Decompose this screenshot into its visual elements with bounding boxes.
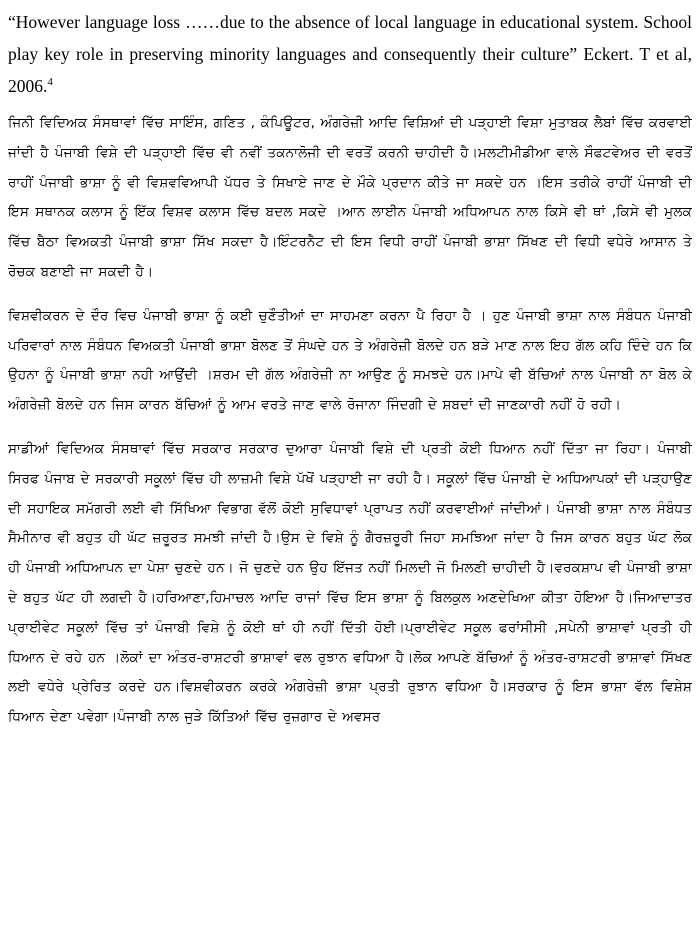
english-quote xyxy=(8,6,692,102)
quote-text: “However language loss ……due to the absence of local language in educational system. School play key role in preserving minority languages and consequently their culture” Eckert. T et al, 2006. xyxy=(8,12,692,96)
document-page xyxy=(8,6,692,942)
footnote-marker: 4 xyxy=(47,76,53,89)
paragraph-technology: ਜਿਨੀ ਵਿਦਿਅਕ ਸੰਸਥਾਵਾਂ ਵਿੱਚ ਸਾਇੰਸ, ਗਣਿਤ , ਕੰਪਿਊਟਰ, ਅੰਗਰੇਜ਼ੀ ਆਦਿ ਵਿਸ਼ਿਆਂ ਦੀ ਪੜ੍ਹਾਈ ਵਿਸ਼ਾ ਮੁਤਾਬਕ ਲੈਬਾਂ ਵਿੱਚ ਕਰਵਾਈ ਜਾਂਦੀ ਹੈ ਪੰਜਾਬੀ ਵਿਸ਼ੇ ਦੀ ਪੜ੍ਹਾਈ ਵਿੱਚ ਵੀ ਨਵੀਂ ਤਕਨਾਲੋਜੀ ਦੀ ਵਰਤੋਂ ਕਰਨੀ ਚਾਹੀਦੀ ਹੈ।ਮਲਟੀਮੀਡੀਆ ਵਾਲੇ ਸੌਫਟਵੇਅਰ ਦੀ ਵਰਤੋਂ ਰਾਹੀਂ ਪੰਜਾਬੀ ਭਾਸ਼ਾ ਨੂੰ ਵੀ ਵਿਸ਼ਵਵਿਆਪੀ ਪੱਧਰ ਤੇ ਸਿਖਾਏ ਜਾਣ ਦੇ ਮੌਕੇ ਪ੍ਰਦਾਨ ਕੀਤੇ ਜਾ ਸਕਦੇ ਹਨ ।ਇਸ ਤਰੀਕੇ ਰਾਹੀਂ ਪੰਜਾਬੀ ਦੀ ਇਸ ਸਥਾਨਕ ਕਲਾਸ ਨੂੰ ਇੱਕ ਵਿਸ਼ਵ ਕਲਾਸ ਵਿੱਚ ਬਦਲ ਸਕਦੇ ।ਆਨ ਲਾਈਨ ਪੰਜਾਬੀ ਅਧਿਆਪਨ ਨਾਲ ਕਿਸੇ ਵੀ ਥਾਂ ,ਕਿਸੇ ਵੀ ਮੁਲਕ ਵਿੱਚ ਬੈਠਾ ਵਿਅਕਤੀ ਪੰਜਾਬੀ ਭਾਸ਼ਾ ਸਿੱਖ ਸਕਦਾ ਹੈ।ਇੰਟਰਨੈਟ ਦੀ ਇਸ ਵਿਧੀ ਰਾਹੀਂ ਪੰਜਾਬੀ ਭਾਸ਼ਾ ਸਿੱਖਣ ਦੀ ਵਿਧੀ ਵਧੇਰੇ ਆਸਾਨ ਤੇ ਰੋਚਕ ਬਣਾਈ ਜਾ ਸਕਦੀ ਹੈ। xyxy=(8,115,692,280)
paragraph-education: ਸਾਡੀਆਂ ਵਿਦਿਅਕ ਸੰਸਥਾਵਾਂ ਵਿੱਚ ਸਰਕਾਰ ਸਰਕਾਰ ਦੁਆਰਾ ਪੰਜਾਬੀ ਵਿਸ਼ੇ ਦੀ ਪ੍ਰਤੀ ਕੋਈ ਧਿਆਨ ਨਹੀਂ ਦਿੱਤਾ ਜਾ ਰਿਹਾ। ਪੰਜਾਬੀ ਸਿਰਫ ਪੰਜਾਬ ਦੇ ਸਰਕਾਰੀ ਸਕੂਲਾਂ ਵਿੱਚ ਹੀ ਲਾਜ਼ਮੀ ਵਿਸ਼ੇ ਪੱਖੋਂ ਪੜ੍ਹਾਈ ਜਾ ਰਹੀ ਹੈ। ਸਕੂਲਾਂ ਵਿੱਚ ਪੰਜਾਬੀ ਦੇ ਅਧਿਆਪਕਾਂ ਦੀ ਪੜ੍ਹਾਉਣ ਦੀ ਸਹਾਇਕ ਸਮੱਗਰੀ ਲਈ ਵੀ ਸਿੱਖਿਆ ਵਿਭਾਗ ਵੱਲੋਂ ਕੋਈ ਸੁਵਿਧਾਵਾਂ ਪ੍ਰਾਪਤ ਨਹੀਂ ਕਰਵਾਈਆਂ ਜਾਂਦੀਆਂ। ਪੰਜਾਬੀ ਭਾਸ਼ਾ ਨਾਲ ਸੰਬੰਧਤ ਸੈਮੀਨਾਰ ਵੀ ਬਹੁਤ ਹੀ ਘੱਟ ਜ਼ਰੂਰਤ ਸਮਝੀ ਜਾਂਦੀ ਹੈ।ਉਸ ਦੇ ਵਿਸ਼ੇ ਨੂੰ ਗੈਰਜ਼ਰੂਰੀ ਜਿਹਾ ਸਮਝਿਆ ਜਾਂਦਾ ਹੈ ਜਿਸ ਕਾਰਨ ਬਹੁਤ ਘੱਟ ਲੋਕ ਹੀ ਪੰਜਾਬੀ ਅਧਿਆਪਨ ਦਾ ਪੇਸ਼ਾ ਚੁਣਦੇ ਹਨ। ਜੋ ਚੁਣਦੇ ਹਨ ਉਹ ਇੱਜਤ ਨਹੀਂ ਮਿਲਦੀ ਜੋ ਮਿਲਣੀ ਚਾਹੀਦੀ ਹੈ।ਵਰਕਸ਼ਾਪ ਵੀ ਪੰਜਾਬੀ ਭਾਸ਼ਾ ਦੇ ਬਹੁਤ ਘੱਟ ਹੀ ਲਗਦੀ ਹੈ।ਹਰਿਆਣਾ,ਹਿਮਾਚਲ ਆਦਿ ਰਾਜਾਂ ਵਿੱਚ ਇਸ ਭਾਸ਼ਾ ਨੂੰ ਬਿਲਕੁਲ ਅਣਦੇਖਿਆ ਕੀਤਾ ਹੋਇਆ ਹੈ।ਜਿਆਦਾਤਰ ਪ੍ਰਾਈਵੇਟ ਸਕੂਲਾਂ ਵਿੱਚ ਤਾਂ ਪੰਜਾਬੀ ਵਿਸ਼ੇ ਨੂੰ ਕੋਈ ਥਾਂ ਹੀ ਨਹੀਂ ਦਿੱਤੀ ਹੋਈ।ਪ੍ਰਾਈਵੇਟ ਸਕੂਲ ਫਰਾਂਸੀਸੀ ,ਸਪੇਨੀ ਭਾਸ਼ਾਵਾਂ ਪ੍ਰਤੀ ਹੀ ਧਿਆਨ ਦੇ ਰਹੇ ਹਨ ।ਲੋਕਾਂ ਦਾ ਅੰਤਰ-ਰਾਸ਼ਟਰੀ ਭਾਸ਼ਾਵਾਂ ਵਲ ਰੁਝਾਨ ਵਧਿਆ ਹੈ।ਲੋਕ ਆਪਣੇ ਬੱਚਿਆਂ ਨੂੰ ਅੰਤਰ-ਰਾਸ਼ਟਰੀ ਭਾਸ਼ਾਵਾਂ ਸਿੱਖਣ ਲਈ ਵਧੇਰੇ ਪ੍ਰੇਰਿਤ ਕਰਦੇ ਹਨ।ਵਿਸ਼ਵੀਕਰਨ ਕਰਕੇ ਅੰਗਰੇਜ਼ੀ ਭਾਸ਼ਾ ਪ੍ਰਤੀ ਰੁਝਾਨ ਵਧਿਆ ਹੈ।ਸਰਕਾਰ ਨੂੰ ਇਸ ਭਾਸ਼ਾ ਵੱਲ ਵਿਸ਼ੇਸ਼ ਧਿਆਨ ਦੇਣਾ ਪਵੇਗਾ।ਪੰਜਾਬੀ ਨਾਲ ਜੁੜੇ ਕਿੱਤਿਆਂ ਵਿੱਚ ਰੁਜ਼ਗਾਰ ਦੇ ਅਵਸਰ xyxy=(8,440,692,726)
paragraph-globalization: ਵਿਸ਼ਵੀਕਰਨ ਦੇ ਦੌਰ ਵਿਚ ਪੰਜਾਬੀ ਭਾਸ਼ਾ ਨੂੰ ਕਈ ਚੁਣੌਤੀਆਂ ਦਾ ਸਾਹਮਣਾ ਕਰਨਾ ਪੈ ਰਿਹਾ ਹੈ । ਹੁਣ ਪੰਜਾਬੀ ਭਾਸ਼ਾ ਨਾਲ ਸੰਬੰਧਨ ਪੰਜਾਬੀ ਪਰਿਵਾਰਾਂ ਨਾਲ ਸੰਬੰਧਨ ਵਿਅਕਤੀ ਪੰਜਾਬੀ ਭਾਸ਼ਾ ਬੋਲਣ ਤੋਂ ਸੰਘਦੇ ਹਨ ਤੇ ਅੰਗਰੇਜ਼ੀ ਬੋਲਦੇ ਹਨ ਬੜੇ ਮਾਣ ਨਾਲ ਇਹ ਗੱਲ ਕਹਿ ਦਿੰਦੇ ਹਨ ਕਿ ਉਹਨਾ ਨੂੰ ਪੰਜਾਬੀ ਭਾਸ਼ਾ ਨਹੀ ਆਉਂਦੀ ।ਸ਼ਰਮ ਦੀ ਗੱਲ ਅੰਗਰੇਜ਼ੀ ਨਾ ਆਉਣ ਨੂੰ ਸਮਝਦੇ ਹਨ।ਮਾਪੇ ਵੀ ਬੱਚਿਆਂ ਨਾਲ ਪੰਜਾਬੀ ਨਾ ਬੋਲ ਕੇ ਅੰਗਰੇਜ਼ੀ ਬੋਲਦੇ ਹਨ ਜਿਸ ਕਾਰਨ ਬੱਚਿਆਂ ਨੂੰ ਆਮ ਵਰਤੇ ਜਾਣ ਵਾਲੇ ਰੋਜਾਨਾ ਜਿੰਦਗੀ ਦੇ ਸ਼ਬਦਾਂ ਦੀ ਜਾਣਕਾਰੀ ਨਹੀਂ ਹੋ ਰਹੀ। xyxy=(8,307,692,414)
